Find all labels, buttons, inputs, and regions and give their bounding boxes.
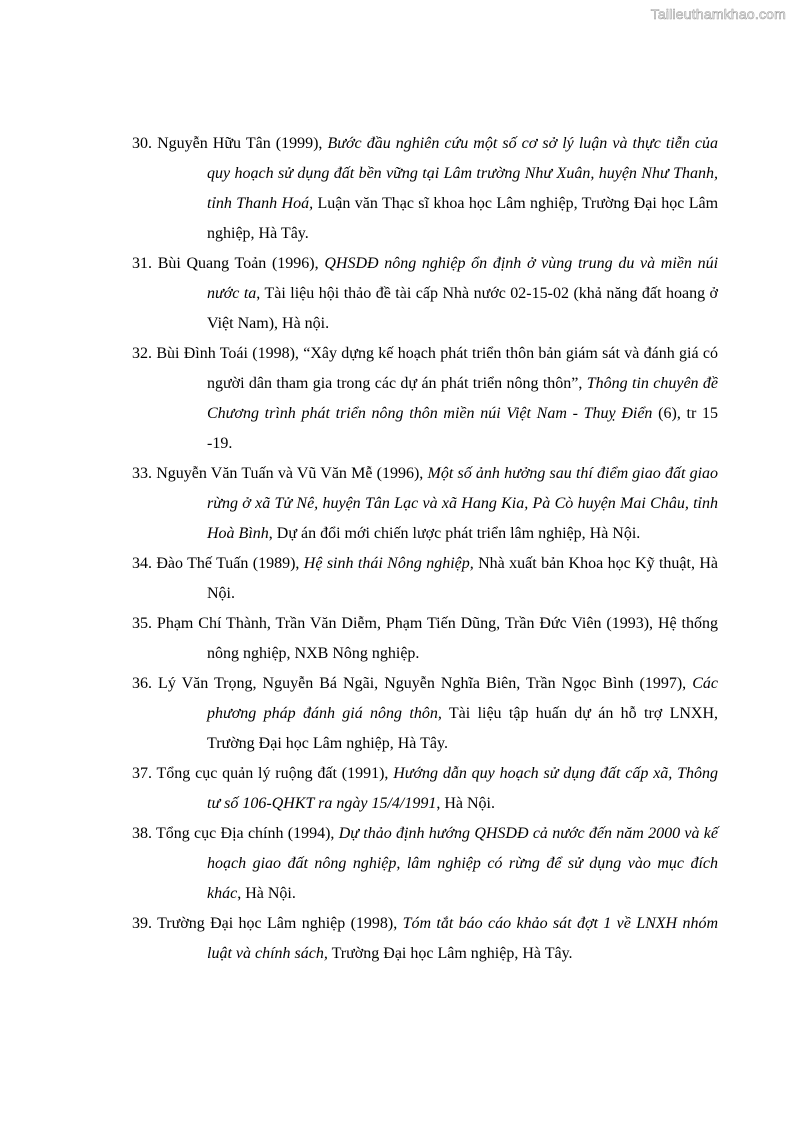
reference-authors: Phạm Chí Thành, Trần Văn Diễm, Phạm Tiến Dũng, Trần Đức Viên (1993), Hệ thống nông nghiệp, NXB Nông nghiệp. xyxy=(156,615,718,662)
reference-title: QHSDĐ nông nghiệp ổn định ở vùng trung du và miền núi nước ta xyxy=(207,255,719,302)
reference-publisher: , Dự án đổi mới chiến lược phát triển lâm nghiệp, Hà Nội. xyxy=(268,525,641,542)
reference-title: Thông tin chuyên đề Chương trình phát triển nông thôn miền núi Việt Nam - Thuỵ Điển xyxy=(207,375,719,422)
reference-item xyxy=(132,249,718,339)
reference-authors: Trường Đại học Lâm nghiệp (1998), xyxy=(157,915,398,932)
reference-title: Dự thảo định hướng QHSDĐ cả nước đến năm 2000 và kế hoạch giao đất nông nghiệp, lâm nghiệp có rừng để sử dụng vào mục đích khác xyxy=(207,825,718,902)
reference-authors: Đào Thế Tuấn (1989), xyxy=(156,555,300,572)
reference-publisher: Luận văn Thạc sĩ khoa học Lâm nghiệp, Trường Đại học Lâm nghiệp, Hà Tây. xyxy=(207,195,719,242)
reference-number: 37. xyxy=(132,765,152,782)
reference-title: Hệ sinh thái Nông nghiệp, xyxy=(303,555,474,572)
reference-title: Bước đầu nghiên cứu một số cơ sở lý luận và thực tiễn của quy hoạch sử dụng đất bền vững tại Lâm trường Như Xuân, huyện Như Thanh, tỉnh Thanh Hoá, xyxy=(207,135,719,212)
reference-title: Hướng dẫn quy hoạch sử dụng đất cấp xã, Thông tư số 106-QHKT ra ngày 15/4/1991 xyxy=(207,765,719,812)
reference-number: 38. xyxy=(132,825,152,842)
reference-item xyxy=(132,609,718,669)
reference-title: Các phương pháp đánh giá nông thôn, xyxy=(207,675,719,722)
reference-number: 39. xyxy=(132,915,152,932)
reference-item xyxy=(132,759,718,819)
reference-list xyxy=(132,129,718,969)
watermark: Tailieuthamkhao.com xyxy=(650,6,786,22)
reference-publisher: Tài liệu tập huấn dự án hỗ trợ LNXH, Trường Đại học Lâm nghiệp, Hà Tây. xyxy=(207,705,719,752)
reference-publisher: , Hà Nội. xyxy=(237,885,296,902)
reference-authors: Tổng cục quản lý ruộng đất (1991), xyxy=(156,765,389,782)
reference-authors: Tổng cục Địa chính (1994), xyxy=(156,825,335,842)
reference-item xyxy=(132,339,718,459)
reference-item xyxy=(132,909,718,969)
reference-item xyxy=(132,129,718,249)
reference-number: 34. xyxy=(132,555,152,572)
reference-item xyxy=(132,819,718,909)
reference-item xyxy=(132,459,718,549)
reference-authors: Nguyễn Hữu Tân (1999), xyxy=(157,135,323,152)
reference-number: 36. xyxy=(132,675,152,692)
reference-publisher: Trường Đại học Lâm nghiệp, Hà Tây. xyxy=(331,945,573,962)
reference-item xyxy=(132,669,718,759)
reference-publisher: (6), tr 15 -19. xyxy=(207,405,719,452)
reference-authors: Nguyễn Văn Tuấn và Vũ Văn Mễ (1996), xyxy=(156,465,424,482)
reference-number: 32. xyxy=(132,345,152,362)
reference-authors: Bùi Quang Toản (1996), xyxy=(157,255,319,272)
reference-number: 31. xyxy=(132,255,152,272)
reference-title: Tóm tắt báo cáo khảo sát đợt 1 về LNXH nhóm luật và chính sách, xyxy=(207,915,719,962)
reference-number: 35. xyxy=(132,615,152,632)
reference-publisher: , Tài liệu hội thảo đề tài cấp Nhà nước 02-15-02 (khả năng đất hoang ở Việt Nam), Hà nội. xyxy=(207,285,719,332)
reference-authors: Lý Văn Trọng, Nguyễn Bá Ngãi, Nguyễn Nghĩa Biên, Trần Ngọc Bình (1997), xyxy=(158,675,687,692)
reference-title: Một số ảnh hưởng sau thí điểm giao đất giao rừng ở xã Tử Nê, huyện Tân Lạc và xã Hang Kia, Pà Cò huyện Mai Châu, tỉnh Hoà Bình xyxy=(207,465,719,542)
reference-authors: Bùi Đình Toái (1998), “Xây dựng kế hoạch phát triển thôn bản giám sát và đánh giá có người dân tham gia trong các dự án phát triển nông thôn”, xyxy=(156,345,719,392)
reference-number: 33. xyxy=(132,465,152,482)
reference-publisher: Nhà xuất bản Khoa học Kỹ thuật, Hà Nội. xyxy=(207,555,718,602)
reference-publisher: , Hà Nội. xyxy=(436,795,495,812)
reference-item xyxy=(132,549,718,609)
reference-number: 30. xyxy=(132,135,152,152)
